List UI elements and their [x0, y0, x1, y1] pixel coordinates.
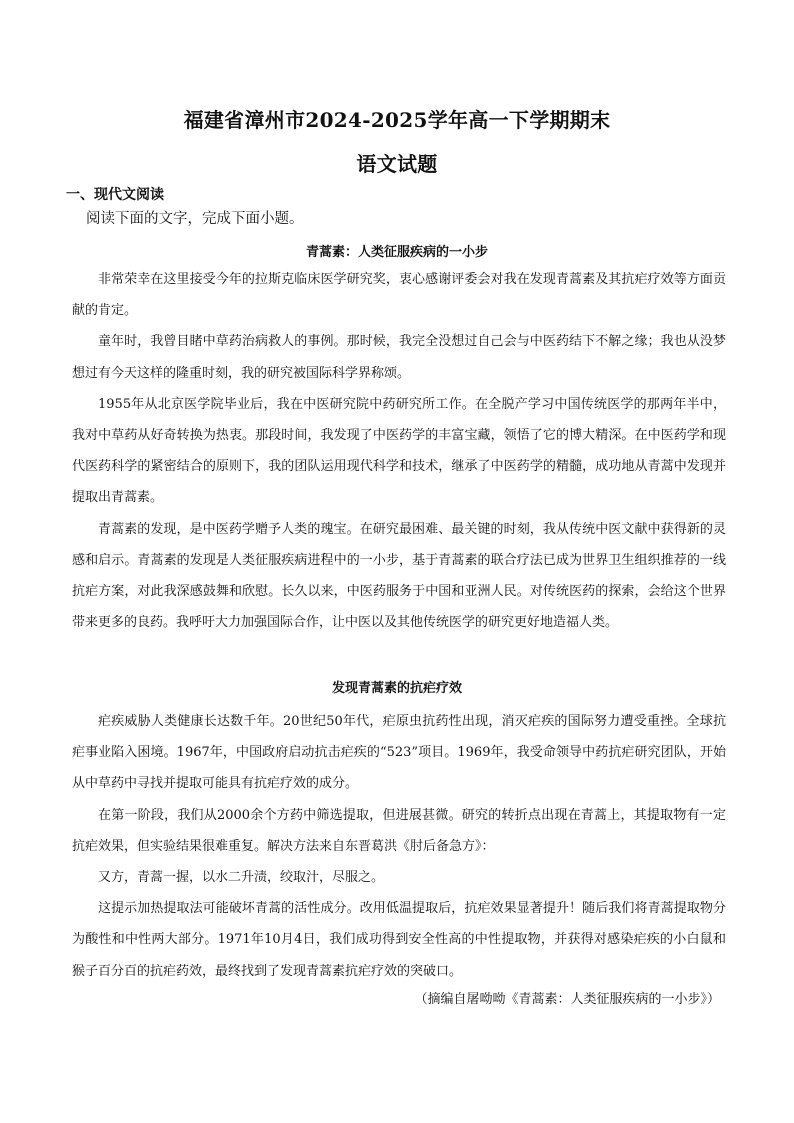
text1-paragraph: 童年时，我曾目睹中草药治病救人的事例。那时候，我完全没想过自己会与中医药结下不解之缘；我也从没梦想过有今天这样的隆重时刻，我的研究被国际科学界称颂。: [72, 334, 726, 381]
text2-quote: 又方，青蒿一握，以水二升渍，绞取汁，尽服之。: [98, 870, 385, 886]
text2-paragraph: 这提示加热提取法可能破坏青蒿的活性成分。改用低温提取后，抗疟效果显著提升！随后我们将青蒿提取物分为酸性和中性两大部分。1971年10月4日，我们成功得到安全性高的中性提取物，并获得对感染疟疾的小白鼠和猴子百分百的抗疟药效，最终找到了发现青蒿素抗疟疗效的突破口。: [72, 901, 726, 979]
source-citation: （摘编自屠呦呦《青蒿素：人类征服疾病的一小步》）: [414, 992, 720, 1007]
section-instruction: 阅读下面的文字，完成下面小题。: [86, 211, 304, 227]
text2-paragraph: 在第一阶段，我们从2000余个方药中筛选提取，但进展甚微。研究的转折点出现在青蒿上，其提取物有一定抗疟效果，但实验结果很难重复。解决方法来自东晋葛洪《肘后备急方》：: [72, 807, 726, 854]
text1-body: [72, 264, 726, 638]
text2-body: [72, 706, 726, 987]
section-heading: 一、现代文阅读: [66, 187, 164, 203]
exam-title: 福建省漳州市2024-2025学年高一下学期期末: [183, 108, 611, 132]
text2-paragraph: 疟疾威胁人类健康长达数千年。20世纪50年代，疟原虫抗药性出现，消灭疟疾的国际努力遭受重挫。全球抗疟事业陷入困境。1967年，中国政府启动抗击疟疾的“523”项目。1969年，我受命领导中药抗疟研究团队，开始从中草药中寻找并提取可能具有抗疟疗效的成分。: [72, 714, 726, 792]
exam-subtitle: 语文试题: [356, 152, 438, 176]
text1-paragraph: 非常荣幸在这里接受今年的拉斯克临床医学研究奖，衷心感谢评委会对我在发现青蒿素及其抗疟疗效等方面贡献的肯定。: [72, 272, 726, 319]
text1-title: 青蒿素：人类征服疾病的一小步: [305, 245, 488, 260]
text2-title: 发现青蒿素的抗疟疗效: [331, 681, 462, 696]
text1-paragraph: 1955年从北京医学院毕业后，我在中医研究院中药研究所工作。在全脱产学习中国传统医学的那两年半中，我对中草药从好奇转换为热衷。那段时间，我发现了中医药学的丰富宝藏，领悟了它的博大精深。在中医药学和现代医药科学的紧密结合的原则下，我的团队运用现代科学和技术，继承了中医药学的精髓，成功地从青蒿中发现并提取出青蒿素。: [72, 396, 726, 506]
text1-paragraph: 青蒿素的发现，是中医药学赠予人类的瑰宝。在研究最困难、最关键的时刻，我从传统中医文献中获得新的灵感和启示。青蒿素的发现是人类征服疾病进程中的一小步，基于青蒿素的联合疗法已成为世界卫生组织推荐的一线抗疟方案，对此我深感鼓舞和欣慰。长久以来，中医药服务于中国和亚洲人民。对传统医药的探索，会给这个世界带来更多的良药。我呼吁大力加强国际合作，让中医以及其他传统医学的研究更好地造福人类。: [72, 521, 726, 631]
